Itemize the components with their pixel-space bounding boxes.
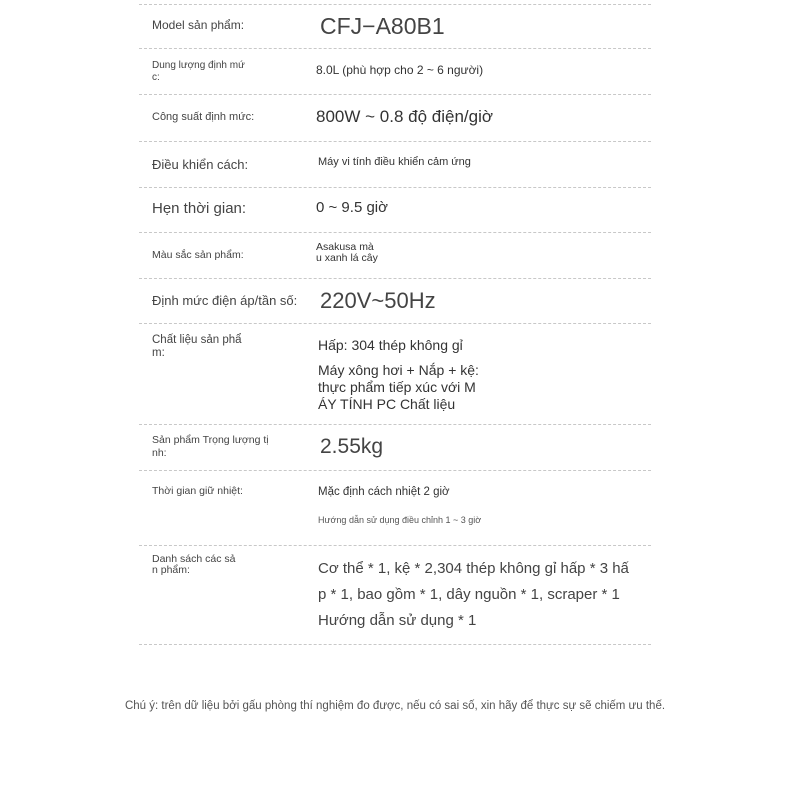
spec-label-capacity: Dung lượng định mứ c: <box>152 60 245 83</box>
row-divider <box>139 278 651 279</box>
footnote: Chú ý: trên dữ liệu bởi gấu phòng thí nghiệm đo được, nếu có sai số, xin hãy để thực sự sẽ chiếm ưu thế. <box>124 700 666 712</box>
spec-label-voltage: Định mức điện áp/tần số: <box>152 293 298 308</box>
spec-value-weight: 2.55kg <box>320 435 384 458</box>
spec-value-material-steamer: Hấp: 304 thép không gỉ <box>318 337 463 353</box>
spec-value-color: Asakusa mà u xanh lá cây <box>316 241 378 265</box>
row-divider <box>139 94 651 95</box>
row-divider <box>139 48 651 49</box>
spec-value-material-body: Máy xông hơi + Nắp + kệ: thực phẩm tiếp xúc với M ÁY TÍNH PC Chất liệu <box>318 362 479 412</box>
spec-label-model: Model sản phẩm: <box>152 18 245 32</box>
row-divider <box>139 644 651 645</box>
spec-value-capacity: 8.0L (phù hợp cho 2 ~ 6 người) <box>316 63 484 77</box>
row-divider <box>139 424 651 425</box>
row-divider <box>139 232 651 233</box>
row-divider <box>139 323 651 324</box>
row-divider <box>139 4 651 5</box>
spec-label-package: Danh sách các sả n phẩm: <box>152 553 236 577</box>
spec-label-timer: Hẹn thời gian: <box>152 200 247 217</box>
row-divider <box>139 141 651 142</box>
spec-label-color: Màu sắc sản phẩm: <box>152 249 244 261</box>
spec-label-control: Điều khiển cách: <box>152 157 249 172</box>
spec-label-material: Chất liệu sản phẩ m: <box>152 334 242 359</box>
spec-label-weight: Sản phẩm Trọng lượng tị nh: <box>152 434 269 459</box>
row-divider <box>139 545 651 546</box>
spec-value-package: Cơ thể * 1, kệ * 2,304 thép không gỉ hấp * 3 hấ p * 1, bao gồm * 1, dây nguồn * 1, scraper * 1 Hướng dẫn sử dụng * 1 <box>318 560 629 629</box>
spec-label-keep-warm: Thời gian giữ nhiệt: <box>152 485 243 497</box>
spec-value-timer: 0 ~ 9.5 giờ <box>316 199 388 216</box>
spec-label-power: Công suất định mức: <box>152 111 255 123</box>
spec-value-voltage: 220V~50Hz <box>320 288 436 313</box>
row-divider <box>139 187 651 188</box>
spec-value-power: 800W ~ 0.8 độ điện/giờ <box>316 107 494 126</box>
spec-value-control: Máy vi tính điều khiển cảm ứng <box>318 156 471 168</box>
spec-value-model: CFJ−A80B1 <box>320 13 445 39</box>
row-divider <box>139 470 651 471</box>
spec-value-keep-warm-manual: Hướng dẫn sử dụng điều chỉnh 1 ~ 3 giờ <box>318 515 482 525</box>
spec-value-keep-warm-default: Mặc định cách nhiệt 2 giờ <box>318 486 450 498</box>
